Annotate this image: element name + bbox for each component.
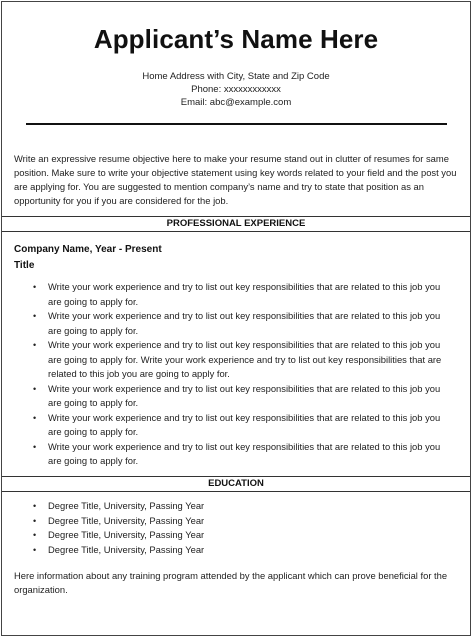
objective-paragraph: Write an expressive resume objective here to make your resume stand out in clutter of resumes for same position. Make sure to write your objective statement using key words related to your field and the post you are applying for. You are suggested to mention company’s name and try to state that position as an opportunity for you if you are considered for the job.: [14, 153, 457, 206]
list-item: • Write your work experience and try to list out key responsibilities that are related to this job you are going to apply for.: [33, 281, 441, 307]
list-item: • Write your work experience and try to list out key responsibilities that are related to this job you are going to apply for. Write your work experience and try to list out key responsibilities that are related to this job you are going to apply for.: [33, 339, 442, 379]
bullet-icon: •: [33, 515, 37, 526]
applicant-name: Applicant’s Name Here: [93, 24, 379, 54]
section-heading-experience: PROFESSIONAL EXPERIENCE: [2, 216, 470, 232]
bullet-icon: •: [33, 340, 37, 350]
bullet-icon: •: [33, 544, 37, 555]
bullet-icon: •: [33, 383, 37, 394]
resume-page: [1, 1, 471, 636]
email-address: Email: abc@example.com: [180, 97, 292, 108]
home-address: Home Address with City, State and Zip Code: [142, 71, 330, 82]
list-item: • Write your work experience and try to list out key responsibilities that are related to this job you are going to apply for.: [33, 382, 441, 408]
education-list: [31, 499, 451, 557]
section-heading-education: EDUCATION: [2, 476, 470, 492]
bullet-icon: •: [33, 311, 37, 321]
list-item: • Degree Title, University, Passing Year: [31, 499, 451, 514]
phone-number: Phone: xxxxxxxxxxxx: [191, 84, 281, 95]
bullet-icon: •: [33, 412, 37, 423]
bullet-icon: •: [33, 282, 37, 292]
list-item: • Degree Title, University, Passing Year: [31, 514, 451, 529]
contact-block: [2, 70, 470, 109]
list-item: • Write your work experience and try to list out key responsibilities that are related to this job you are going to apply for.: [33, 411, 441, 437]
list-item: • Write your work experience and try to list out key responsibilities that are related to this job you are going to apply for.: [33, 310, 441, 336]
experience-list: [31, 280, 451, 469]
job-title: Title: [14, 260, 35, 271]
header-divider: [26, 123, 447, 125]
training-paragraph: Here information about any training program attended by the applicant which can prove beneficial for the organization.: [14, 570, 448, 595]
list-item: • Degree Title, University, Passing Year: [31, 528, 451, 543]
list-item: • Write your work experience and try to list out key responsibilities that are related to this job you are going to apply for.: [33, 440, 441, 466]
bullet-icon: •: [33, 441, 37, 452]
company-line: Company Name, Year - Present: [14, 244, 162, 255]
list-item: • Degree Title, University, Passing Year: [31, 543, 451, 558]
bullet-icon: •: [33, 530, 37, 540]
bullet-icon: •: [33, 501, 37, 511]
